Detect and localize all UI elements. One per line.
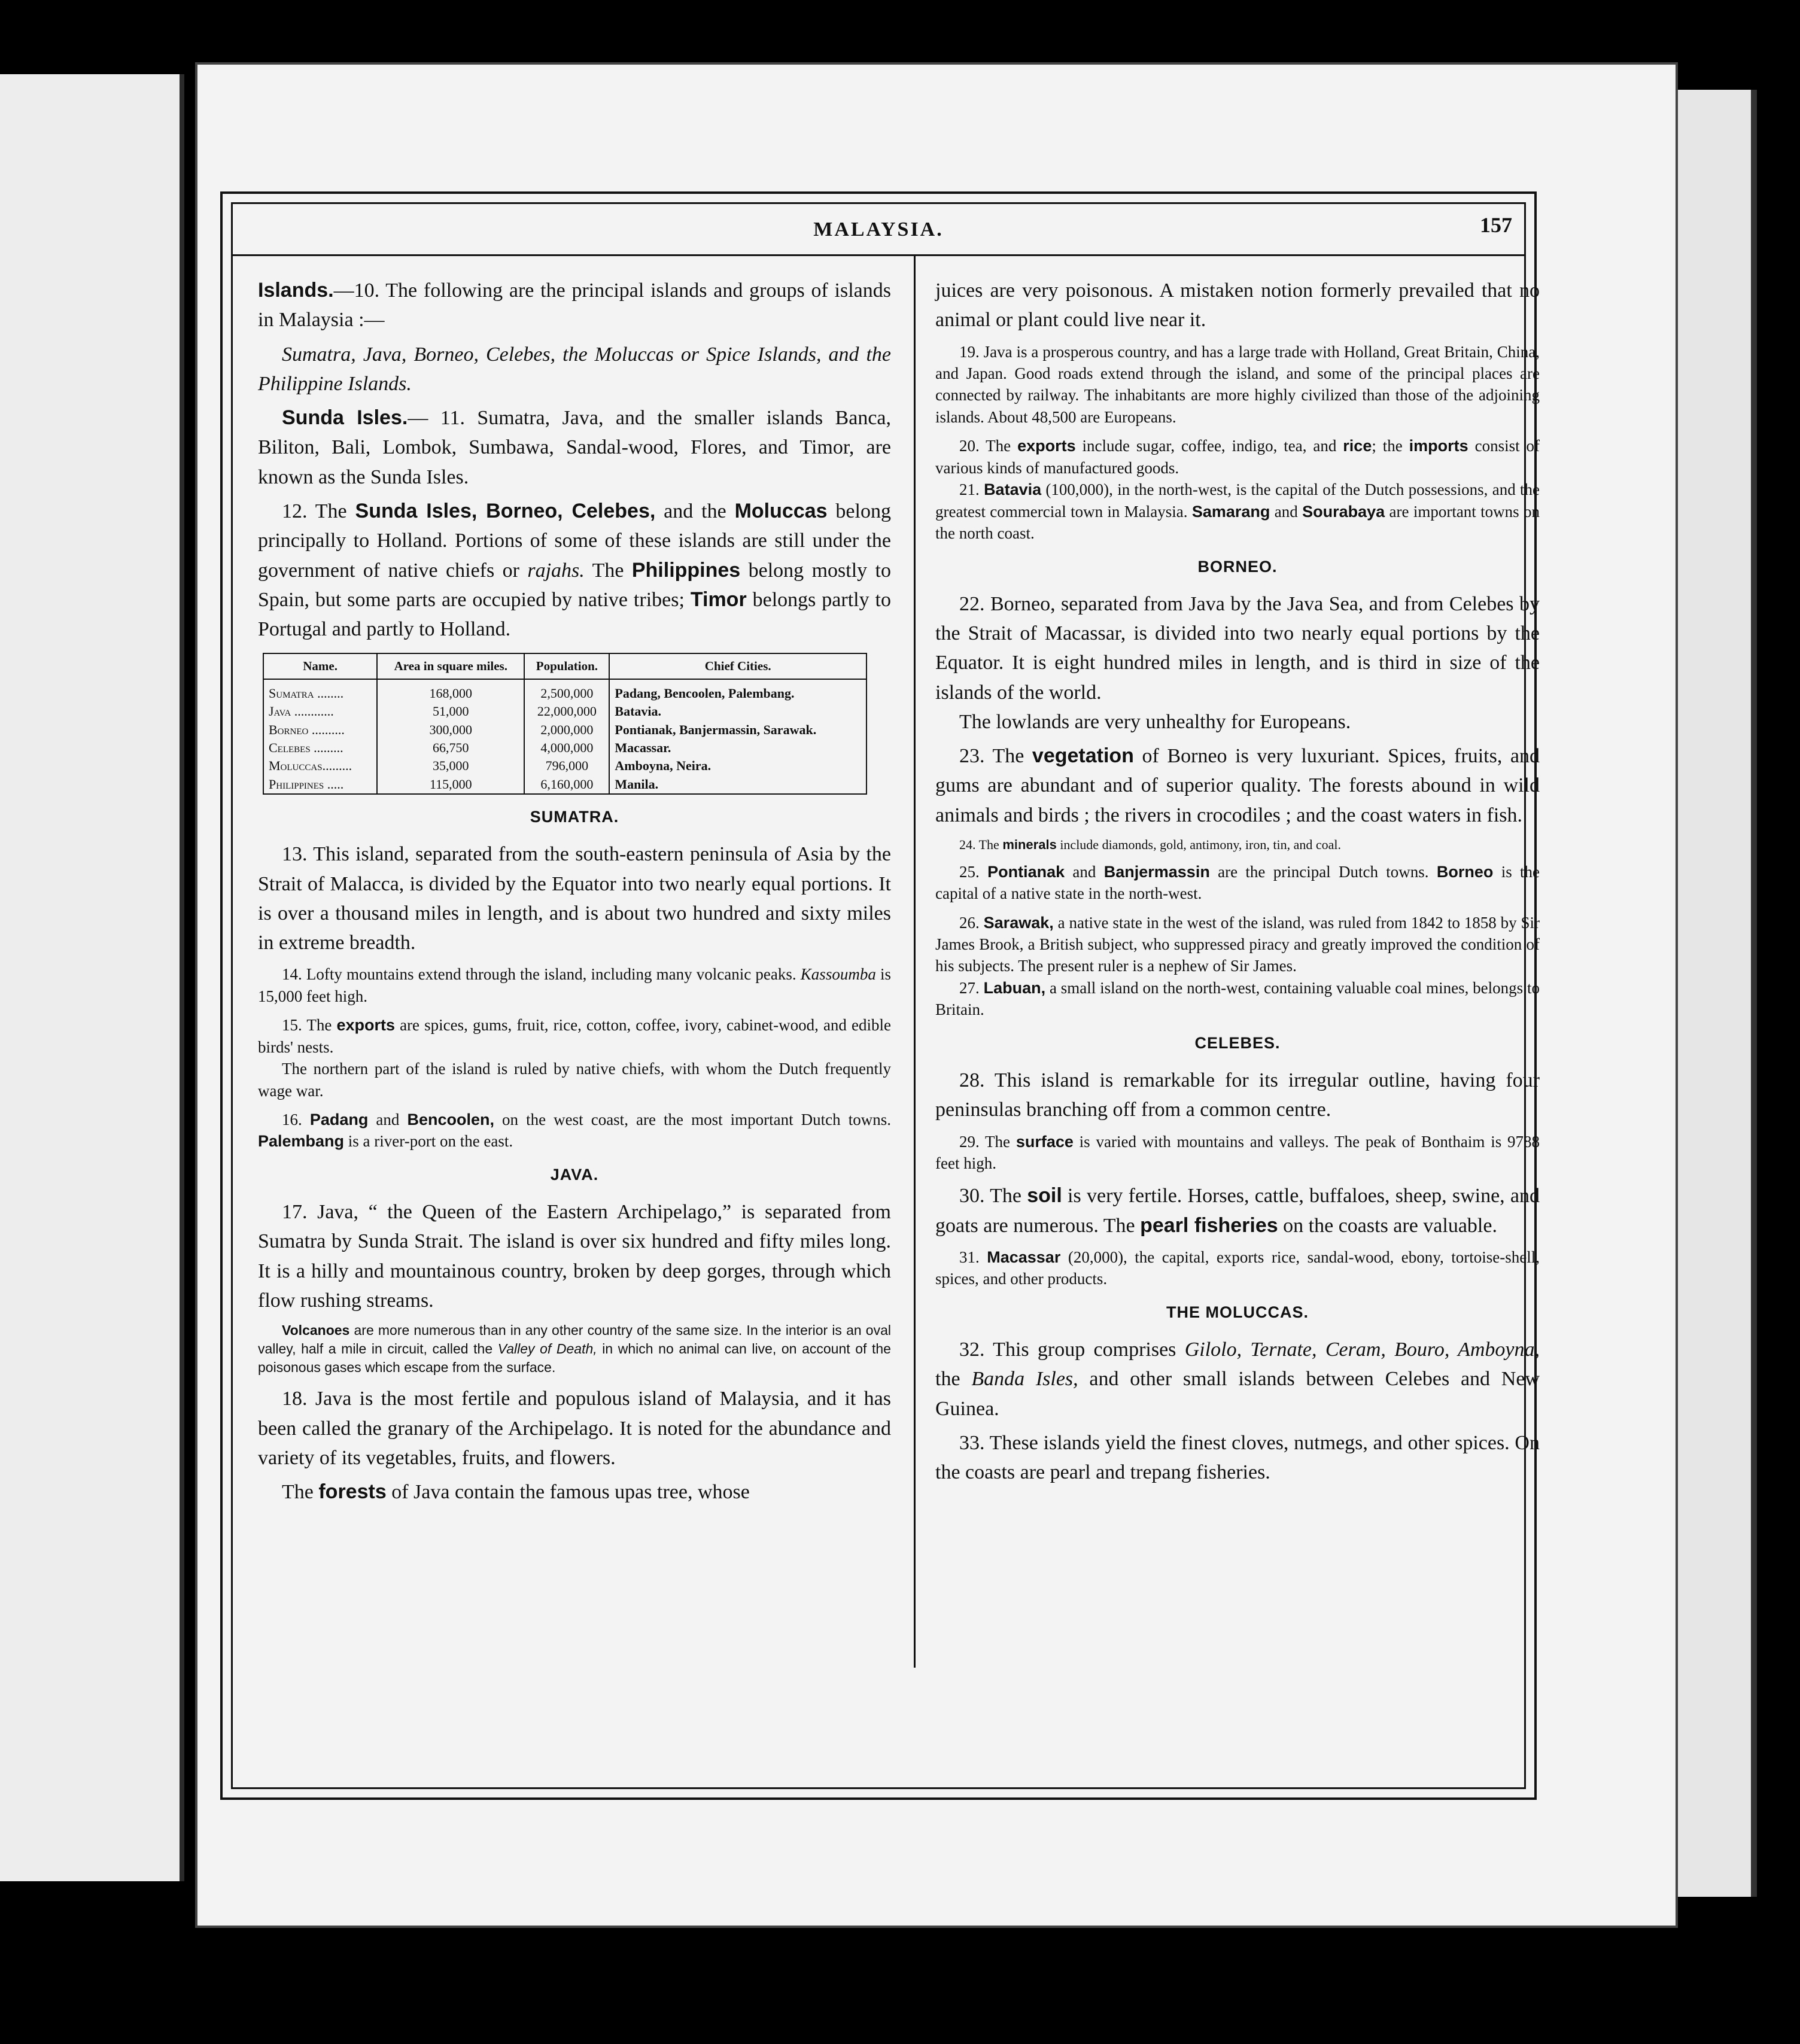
paragraph-24: 24. The minerals include diamonds, gold, antimony, iron, tin, and coal.	[959, 837, 1341, 853]
column-header: Area in square miles.	[377, 653, 524, 679]
paragraph-30: 30. The soil is very fertile. Horses, cattle, buffaloes, sheep, swine, and goats are numerous. The pearl fisheries on the coasts are valuable.	[935, 1184, 1540, 1237]
paragraph-22-cont: The lowlands are very unhealthy for Europeans.	[959, 710, 1351, 733]
column-divider	[914, 254, 916, 1668]
table-row: Java ............ 51,000 22,000,000 Batavia.	[263, 702, 866, 720]
table-row: Philippines ..... 115,000 6,160,000 Manila.	[263, 775, 866, 794]
paragraph-27: 27. Labuan, a small island on the north-west, containing valuable coal mines, belongs to Britain.	[935, 978, 1540, 1019]
paragraph-28: 28. This island is remarkable for its irregular outline, having four peninsulas branching off from a common centre.	[935, 1069, 1540, 1121]
paragraph-22: 22. Borneo, separated from Java by the Java Sea, and from Celebes by the Strait of Macassar, is divided into two nearly equal portions by the Equator. It is eight hundred miles in length, and is third in size of the islands of the world.	[935, 592, 1540, 704]
section-heading-java: JAVA.	[550, 1165, 599, 1184]
paragraph-13: 13. This island, separated from the south-eastern peninsula of Asia by the Strait of Malacca, is divided by the Equator into two nearly equal portions. It is over a thousand miles in length, and is about two hundred and sixty miles in extreme breadth.	[258, 843, 891, 954]
paragraph-16: 16. Padang and Bencoolen, on the west coast, are the most important Dutch towns. Palembang is a river-port on the east.	[258, 1111, 891, 1151]
paragraph-19: 19. Java is a prosperous country, and has a large trade with Holland, Great Britain, China, and Japan. Good roads extend through the island, and some of the principal places are connected by railway. The inhabitants are more highly civilized than those of the adjoining islands. About 48,500 are Europeans.	[935, 342, 1540, 426]
paragraph-continued: juices are very poisonous. A mistaken notion formerly prevailed that no animal or plant could live near it.	[935, 279, 1540, 331]
section-heading-borneo: BORNEO.	[1197, 557, 1278, 576]
paragraph-14: 14. Lofty mountains extend through the island, including many volcanic peaks. Kassoumba is 15,000 feet high.	[258, 965, 891, 1005]
paragraph-18: 18. Java is the most fertile and populous island of Malaysia, and it has been called the granary of the Archipelago. It is noted for the abundance and variety of its vegetables, fruits, and flowers.	[258, 1388, 891, 1469]
paragraph-forests: The forests of Java contain the famous upas tree, whose	[282, 1480, 750, 1504]
facing-page-edge	[0, 74, 184, 1881]
paragraph-volcanoes: Volcanoes are more numerous than in any other country of the same size. In the interior is an oval valley, half a mile in circuit, called the Valley of Death, in which no animal can live, on account of the poisonous gases which escape from the surface.	[258, 1322, 891, 1376]
paragraph-21: 21. Batavia (100,000), in the north-west, is the capital of the Dutch possessions, and the greatest commercial town in Malaysia. Samarang and Sourabaya are important towns on the north coast.	[935, 480, 1540, 543]
section-heading-moluccas: THE MOLUCCAS.	[1166, 1303, 1309, 1321]
paragraph-25: 25. Pontianak and Banjermassin are the principal Dutch towns. Borneo is the capital of a native state in the north-west.	[935, 862, 1540, 903]
paragraph-17: 17. Java, “ the Queen of the Eastern Archipelago,” is separated from Sumatra by Sunda Strait. The island is over six hundred and fifty miles long. It is a hilly and mountainous country, broken by deep gorges, through which flow rushing streams.	[258, 1201, 891, 1312]
paragraph-31: 31. Macassar (20,000), the capital, exports rice, sandal-wood, ebony, tortoise-shell, spices, and other products.	[935, 1248, 1540, 1288]
paragraph-26: 26. Sarawak, a native state in the west of the island, was ruled from 1842 to 1858 by Sir James Brook, a British subject, who suppressed piracy and greatly improved the condition of his subjects. The present ruler is a nephew of Sir James.	[935, 913, 1540, 975]
paragraph-15-cont: The northern part of the island is ruled by native chiefs, with whom the Dutch frequently wage war.	[258, 1060, 891, 1100]
islands-table	[263, 653, 867, 795]
header-rule	[233, 254, 1524, 256]
heading-sunda-isles: Sunda Isles.	[282, 406, 408, 430]
paragraph-12: 12. The Sunda Isles, Borneo, Celebes, and the Moluccas belong principally to Holland. Portions of some of these islands are still under the government of native chiefs or rajahs. The Philippines belong mostly to Spain, but some parts are occupied by native tribes; Timor belongs partly to Portugal and partly to Holland.	[258, 500, 892, 641]
paragraph-20: 20. The exports include sugar, coffee, indigo, tea, and rice; the imports consist of various kinds of manufactured goods.	[935, 437, 1540, 477]
paragraph-10: Islands.—10. The following are the principal islands and groups of islands in Malaysia :—	[258, 279, 891, 331]
page-border	[220, 191, 1540, 1800]
paragraph-29: 29. The surface is varied with mountains and valleys. The peak of Bonthaim is 9788 feet high.	[935, 1132, 1540, 1172]
page-border-inner	[231, 202, 1540, 1789]
table-row: Borneo .......... 300,000 2,000,000 Pontianak, Banjermassin, Sarawak.	[263, 721, 866, 739]
paragraph-11: Sunda Isles.— 11. Sumatra, Java, and the smaller islands Banca, Biliton, Bali, Lombok, Sumbawa, Sandal-wood, Flores, and Timor, are known as the Sunda Isles.	[258, 406, 892, 488]
paragraph-23: 23. The vegetation of Borneo is very luxuriant. Spices, fruits, and gums are abundant and of superior quality. The forests abound in wild animals and birds ; the rivers in crocodiles ; and the coast waters in fish.	[935, 744, 1540, 826]
column-header: Population.	[524, 653, 609, 679]
paragraph-10-list: Sumatra, Java, Borneo, Celebes, the Moluccas or Spice Islands, and the Philippine Islands.	[258, 343, 891, 395]
table-row: Moluccas......... 35,000 796,000 Amboyna, Neira.	[263, 757, 866, 775]
paragraph-32: 32. This group comprises Gilolo, Ternate, Ceram, Bouro, Amboyna, the Banda Isles, and other small islands between Celebes and New Guinea.	[935, 1339, 1540, 1420]
page-number: 157	[1480, 213, 1512, 237]
heading-islands: Islands.	[258, 279, 334, 302]
table-row: Sumatra ........ 168,000 2,500,000 Padang, Bencoolen, Palembang.	[263, 679, 866, 702]
paragraph-15: 15. The exports are spices, gums, fruit, rice, cotton, coffee, ivory, cabinet-wood, and edible birds' nests.	[258, 1016, 891, 1056]
column-header: Chief Cities.	[609, 653, 866, 679]
paragraph-33: 33. These islands yield the finest cloves, nutmegs, and other spices. On the coasts are pearl and trepang fisheries.	[935, 1431, 1540, 1484]
column-header: Name.	[263, 653, 377, 679]
table-row: Celebes ......... 66,750 4,000,000 Macassar.	[263, 739, 866, 757]
section-heading-sumatra: SUMATRA.	[530, 808, 619, 826]
right-column	[935, 276, 1540, 1492]
running-title: MALAYSIA.	[813, 218, 944, 241]
section-heading-celebes: CELEBES.	[1194, 1033, 1281, 1052]
table-header-row	[263, 653, 866, 679]
left-column	[258, 276, 891, 1512]
